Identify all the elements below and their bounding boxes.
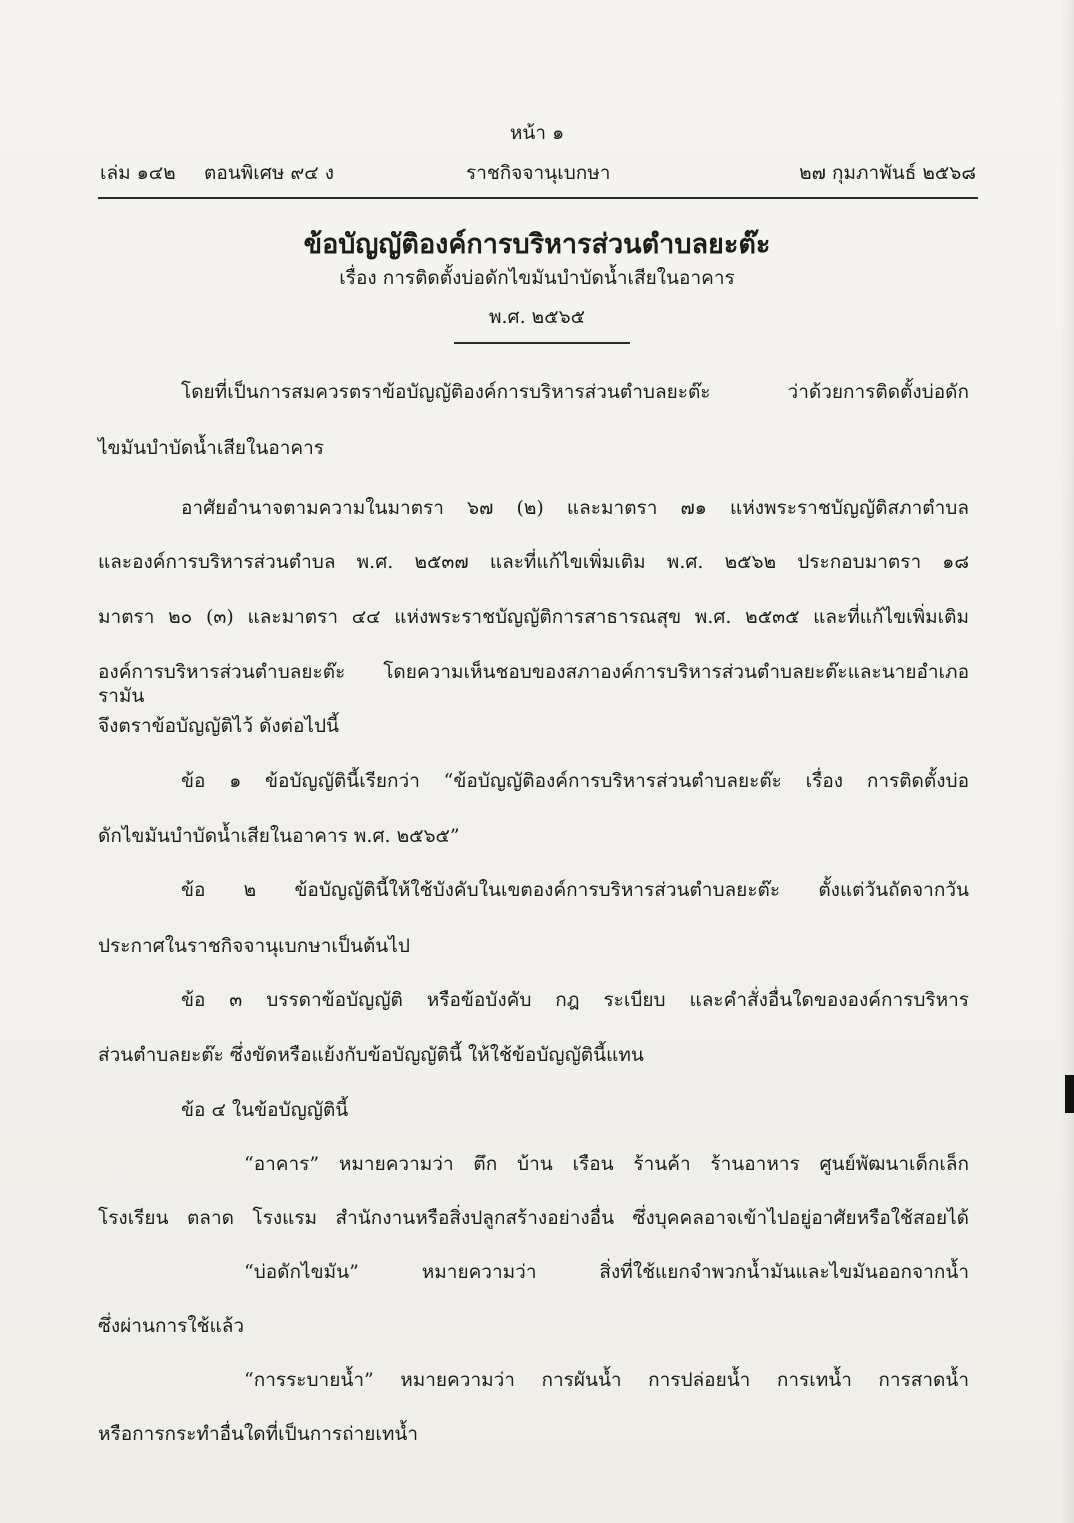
body-line: โดยที่เป็นการสมควรตราข้อบัญญัติองค์การบริหารส่วนตำบลยะต๊ะ ว่าด้วยการติดตั้งบ่อดัก: [181, 381, 969, 403]
body-line: มาตรา ๒๐ (๓) และมาตรา ๔๔ แห่งพระราชบัญญัติการสาธารณสุข พ.ศ. ๒๕๓๕ และที่แก้ไขเพิ่มเติม: [98, 606, 969, 628]
body-line: ไขมันบำบัดน้ำเสียในอาคาร: [98, 437, 324, 459]
definition-line: “บ่อดักไขมัน” หมายความว่า สิ่งที่ใช้แยกจำพวกน้ำมันและไขมันออกจากน้ำ: [244, 1261, 969, 1283]
body-line: จึงตราข้อบัญญัติไว้ ดังต่อไปนี้: [98, 715, 340, 737]
definition-line: “อาคาร” หมายความว่า ตึก บ้าน เรือน ร้านค้า ร้านอาหาร ศูนย์พัฒนาเด็กเล็ก: [244, 1153, 969, 1175]
gazette-name: ราชกิจจานุเบกษา: [466, 162, 611, 184]
definition-line: หรือการกระทำอื่นใดที่เป็นการถ่ายเทน้ำ: [98, 1423, 419, 1445]
gazette-header: [100, 158, 976, 188]
clause-3-line: ส่วนตำบลยะต๊ะ ซึ่งขัดหรือแย้งกับข้อบัญญัตินี้ ให้ใช้ข้อบัญญัตินี้แทน: [98, 1044, 644, 1066]
body-line: และองค์การบริหารส่วนตำบล พ.ศ. ๒๕๓๗ และที่แก้ไขเพิ่มเติม พ.ศ. ๒๕๖๒ ประกอบมาตรา ๑๘: [98, 551, 969, 573]
publish-date: ๒๗ กุมภาพันธ์ ๒๕๖๘: [799, 162, 976, 184]
clause-2-line: ข้อ ๒ ข้อบัญญัตินี้ให้ใช้บังคับในเขตองค์การบริหารส่วนตำบลยะต๊ะ ตั้งแต่วันถัดจากวัน: [181, 879, 969, 901]
clause-2-line: ประกาศในราชกิจจานุเบกษาเป็นต้นไป: [98, 935, 410, 957]
page-edge-shadow: [1060, 0, 1074, 1523]
definition-line: “การระบายน้ำ” หมายความว่า การผันน้ำ การปล่อยน้ำ การเทน้ำ การสาดน้ำ: [244, 1369, 969, 1391]
document-subject: เรื่อง การติดตั้งบ่อดักไขมันบำบัดน้ำเสียในอาคาร: [339, 267, 735, 289]
document-title: ข้อบัญญัติองค์การบริหารส่วนตำบลยะต๊ะ: [303, 229, 771, 260]
clause-3-line: ข้อ ๓ บรรดาข้อบัญญัติ หรือข้อบังคับ กฎ ระเบียบ และคำสั่งอื่นใดขององค์การบริหาร: [181, 989, 969, 1011]
clause-1-line: ดักไขมันบำบัดน้ำเสียในอาคาร พ.ศ. ๒๕๖๕”: [98, 825, 460, 847]
title-divider: [454, 342, 630, 344]
page-number: หน้า ๑: [509, 122, 565, 144]
clause-1-line: ข้อ ๑ ข้อบัญญัตินี้เรียกว่า “ข้อบัญญัติองค์การบริหารส่วนตำบลยะต๊ะ เรื่อง การติดตั้งบ่อ: [181, 770, 969, 792]
document-year: พ.ศ. ๒๕๖๕: [488, 306, 586, 328]
definition-line: ซึ่งผ่านการใช้แล้ว: [98, 1315, 245, 1337]
header-divider: [98, 197, 978, 199]
issue-label: ตอนพิเศษ ๙๔ ง: [204, 162, 334, 184]
clause-4-line: ข้อ ๔ ในข้อบัญญัตินี้: [181, 1099, 349, 1121]
definition-line: โรงเรียน ตลาด โรงแรม สำนักงานหรือสิ่งปลูกสร้างอย่างอื่น ซึ่งบุคคลอาจเข้าไปอยู่อาศัยหรือใช้สอยได้: [98, 1207, 969, 1229]
volume-label: เล่ม ๑๔๒: [100, 162, 176, 184]
body-line: องค์การบริหารส่วนตำบลยะต๊ะ โดยความเห็นชอบของสภาองค์การบริหารส่วนตำบลยะต๊ะและนายอำเภอรามัน: [98, 661, 969, 707]
body-line: อาศัยอำนาจตามความในมาตรา ๖๗ (๒) และมาตรา ๗๑ แห่งพระราชบัญญัติสภาตำบล: [181, 497, 969, 519]
